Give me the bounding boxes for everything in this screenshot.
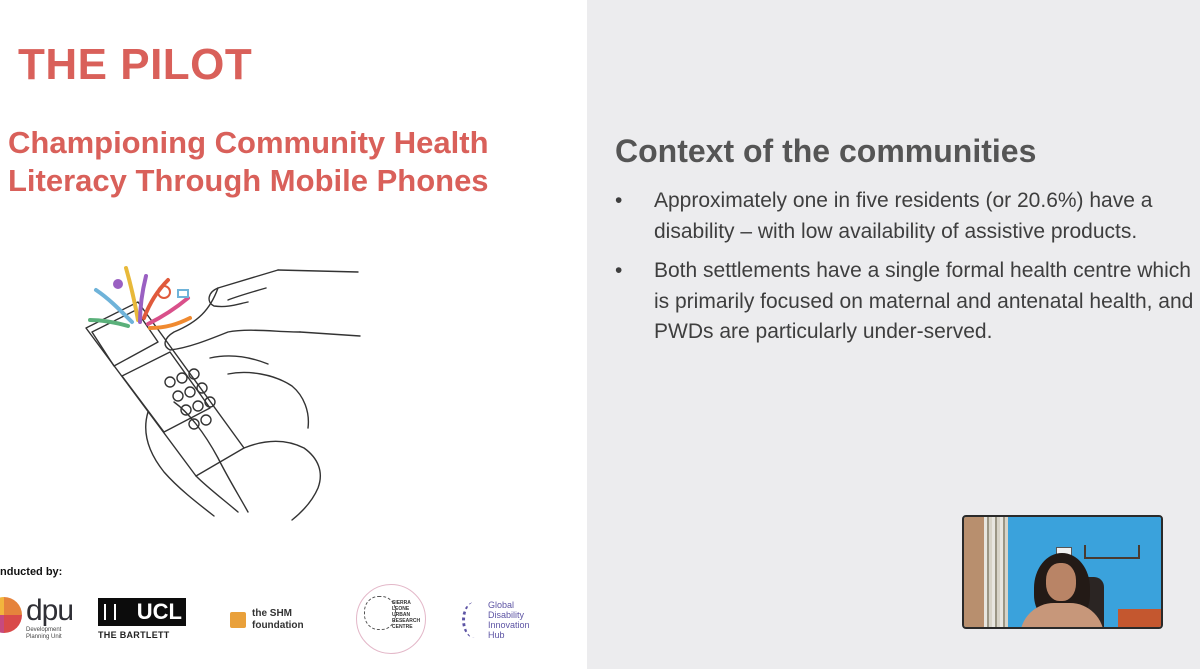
ucl-portico-icon	[104, 604, 116, 620]
pilot-subtitle	[8, 124, 568, 200]
bullet-icon: •	[615, 259, 623, 282]
gdih-line-2: Disability	[488, 610, 525, 620]
gdih-logo	[462, 600, 552, 646]
bullet-item	[615, 186, 1195, 247]
slurc-line-2: LEONE	[392, 606, 410, 612]
gdih-dots-icon	[462, 602, 487, 638]
video-person-face	[1046, 563, 1076, 601]
shm-foundation-logo	[230, 608, 330, 636]
slurc-line-4: RESEARCH	[392, 618, 421, 624]
slurc-logo	[356, 584, 428, 656]
dpu-logo-subtitle: Development Planning Unit	[26, 627, 62, 640]
dpu-logo	[0, 596, 78, 642]
slurc-logo-text	[392, 600, 420, 630]
slide-left-panel	[0, 0, 587, 669]
ucl-logo-box	[98, 598, 186, 626]
participant-video-tile[interactable]	[962, 515, 1163, 629]
subtitle-line-1: Championing Community Health	[8, 125, 489, 160]
dpu-logo-word: dpu	[26, 594, 74, 627]
bullet-item	[615, 256, 1195, 348]
shm-line-1: the SHM	[252, 608, 292, 619]
slurc-line-5: CENTRE	[392, 624, 413, 630]
video-curtain	[984, 517, 1008, 629]
bullet-text: Both settlements have a single formal health centre which is primarily focused on maternal and antenatal health, and PWDs are particularly under-served.	[654, 259, 1194, 343]
subtitle-line-2: Literacy Through Mobile Phones	[8, 163, 489, 198]
pilot-title: THE PILOT	[18, 40, 253, 89]
video-desk	[1118, 609, 1163, 629]
ucl-bartlett-logo	[98, 598, 188, 644]
shm-logo-text	[252, 608, 304, 632]
context-heading: Context of the communities	[615, 133, 1037, 169]
gdih-line-4: Hub	[488, 630, 505, 640]
conducted-by-label: nducted by:	[0, 566, 63, 578]
dpu-circle-icon	[0, 597, 22, 633]
shm-line-2: foundation	[252, 620, 304, 631]
bullet-icon: •	[615, 189, 623, 212]
gdih-line-3: Innovation	[488, 620, 530, 630]
ucl-logo-word: UCL	[136, 599, 182, 624]
slurc-line-3: URBAN	[392, 612, 411, 618]
gdih-logo-text	[488, 600, 530, 640]
slurc-line-1: SIERRA	[392, 600, 411, 606]
video-shelf	[1084, 545, 1140, 559]
gdih-line-1: Global	[488, 600, 515, 610]
mobile-phone-hands-illustration	[78, 262, 378, 524]
bullet-text: Approximately one in five residents (or 20.6%) have a disability – with low availability of assistive products.	[654, 189, 1153, 243]
ucl-logo-subtitle: THE BARTLETT	[98, 630, 170, 640]
context-bullet-list	[615, 186, 1195, 357]
shm-hand-icon	[230, 612, 246, 628]
